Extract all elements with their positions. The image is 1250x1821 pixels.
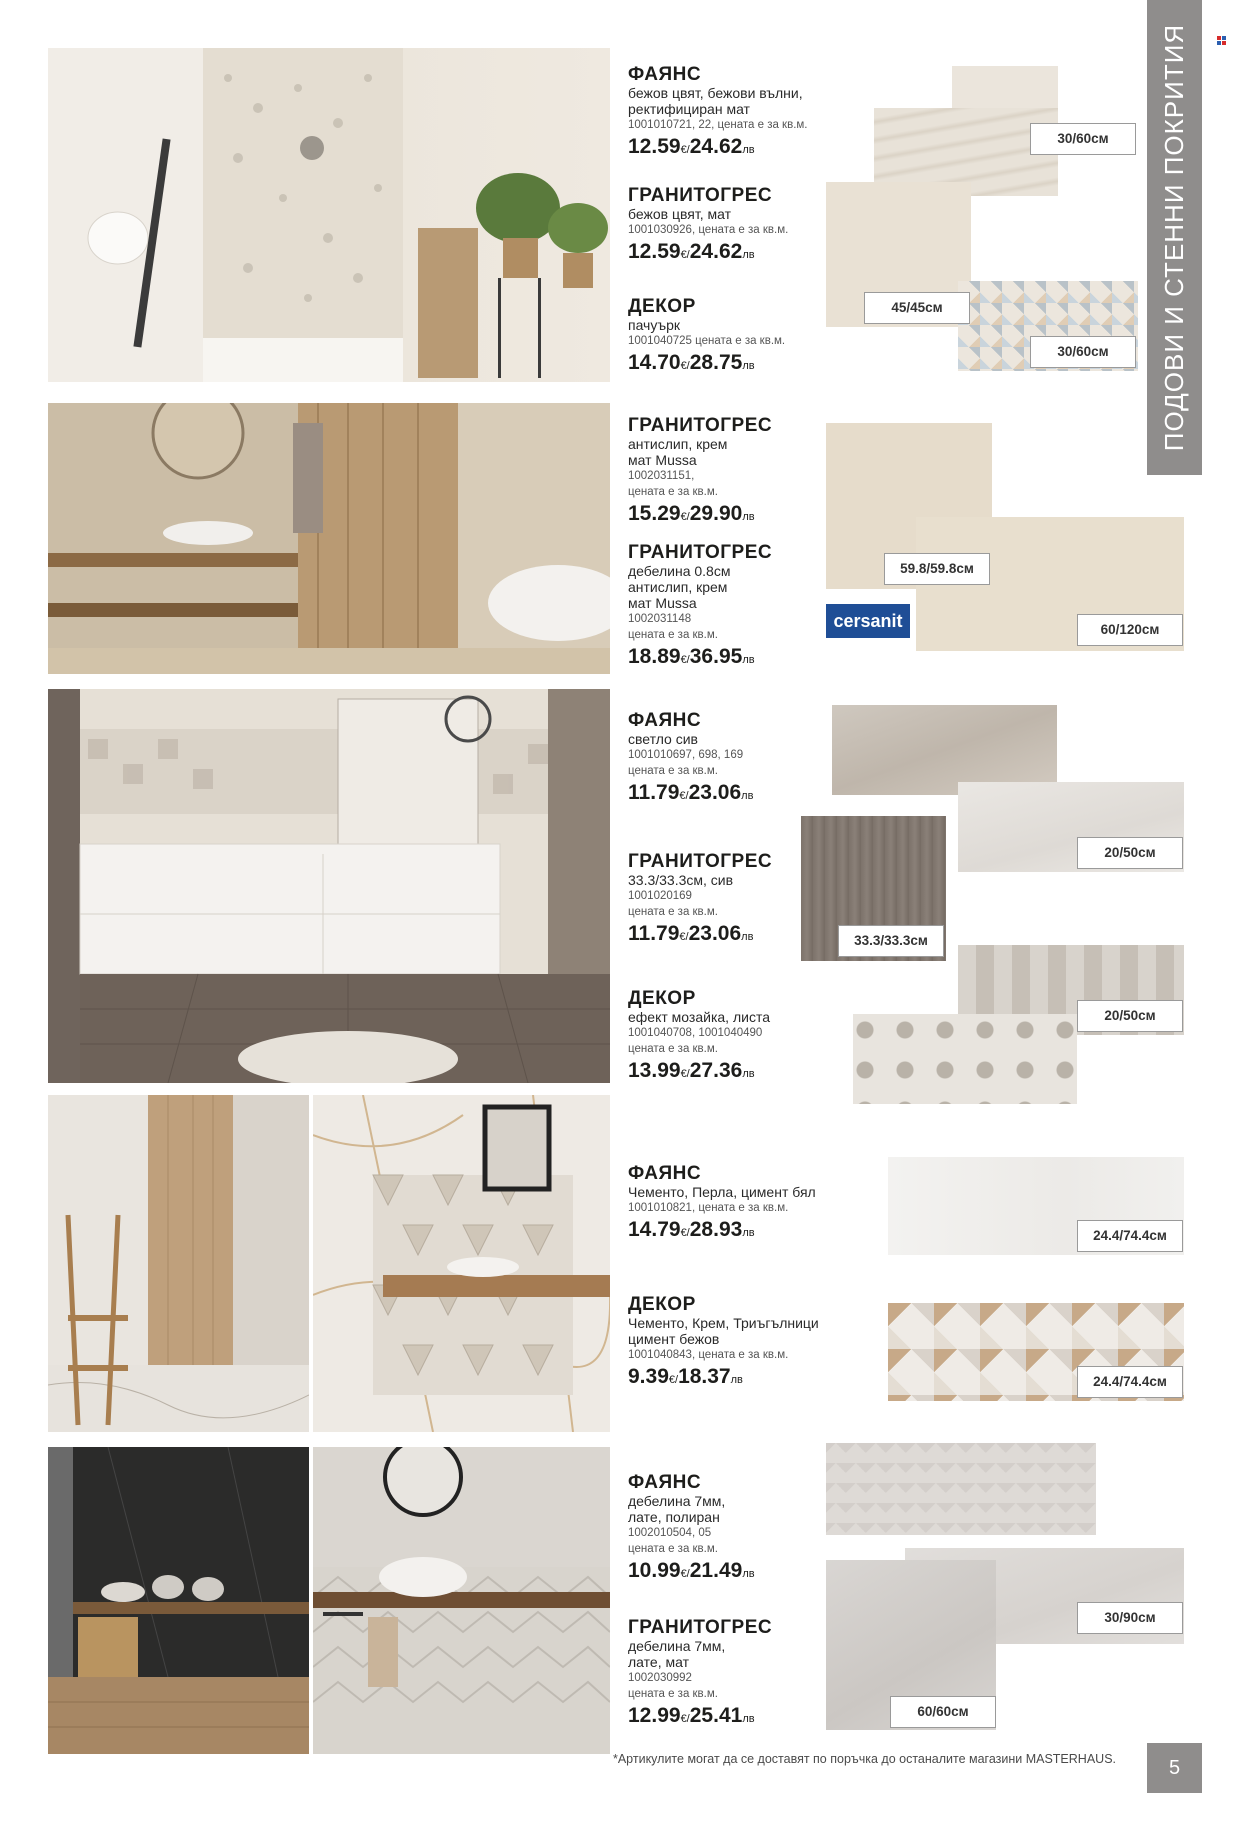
price-bgn: 23.06 (688, 781, 742, 804)
price-unit-bgn: лв (742, 511, 755, 523)
price-eur: 12.99 (628, 1704, 681, 1727)
product-code: 1002030992 (628, 1672, 692, 1684)
product-code: 1001040725 цената е за кв.м. (628, 335, 786, 347)
price-bgn: 23.06 (688, 922, 742, 945)
price-eur: 12.59 (628, 135, 681, 158)
price-eur: 14.70 (628, 351, 681, 374)
product-title: ФАЯНС (628, 710, 702, 731)
price-unit-eur: €/ (680, 1713, 690, 1725)
price-unit-bgn: лв (741, 790, 754, 802)
size-label: 60/60см (890, 1696, 996, 1728)
price-unit-eur: €/ (680, 360, 690, 372)
price-unit-eur: €/ (680, 144, 690, 156)
product-title: ГРАНИТОГРЕС (628, 851, 773, 872)
product-code: 1001040708, 1001040490 (628, 1027, 763, 1039)
product-title: ДЕКОР (628, 1294, 696, 1315)
price-unit-eur: €/ (680, 1568, 690, 1580)
size-label: 45/45см (864, 292, 970, 324)
product-code: 1002010504, 05 (628, 1527, 712, 1539)
product-price (628, 1217, 878, 1246)
product-code: 1001010821, цената е за кв.м. (628, 1202, 789, 1214)
price-unit-bgn: лв (741, 931, 754, 943)
price-unit-bgn: лв (742, 1568, 755, 1580)
product-code: 1001030926, цената е за кв.м. (628, 224, 789, 236)
size-label: 33.3/33.3см (838, 925, 944, 957)
price-bgn: 29.90 (689, 502, 743, 525)
price-bgn: 27.36 (689, 1059, 743, 1082)
room-photo-3 (48, 689, 610, 1083)
category-tab (1147, 0, 1202, 475)
price-bgn: 24.62 (689, 240, 743, 263)
price-eur: 15.29 (628, 502, 681, 525)
price-unit-eur: €/ (668, 1374, 679, 1386)
product-desc: ефект мозайка, листа (628, 1009, 770, 1025)
product-desc: ректифициран мат (628, 101, 750, 117)
product-title: ГРАНИТОГРЕС (628, 185, 773, 206)
price-eur: 18.89 (628, 645, 681, 668)
product-desc: лате, мат (628, 1654, 689, 1670)
product-title: ГРАНИТОГРЕС (628, 1617, 773, 1638)
size-label: 30/60см (1030, 123, 1136, 155)
product-code: цената е за кв.м. (628, 1543, 718, 1555)
price-unit-bgn: лв (730, 1374, 743, 1386)
cersanit-logo: cersanit (826, 604, 910, 638)
product-code: цената е за кв.м. (628, 1043, 718, 1055)
product-code: 1002031151, (628, 470, 695, 482)
product-9 (628, 1163, 878, 1246)
product-code: 1001040843, цената е за кв.м. (628, 1349, 789, 1361)
price-eur: 9.39 (628, 1365, 669, 1388)
price-unit-bgn: лв (742, 249, 755, 261)
tile-sample-leaves (853, 1014, 1077, 1104)
price-bgn: 36.95 (689, 645, 743, 668)
product-price (628, 1058, 868, 1087)
price-eur: 11.79 (628, 781, 680, 804)
room-photo-5a (48, 1447, 309, 1754)
price-unit-bgn: лв (742, 1227, 755, 1239)
size-label: 59.8/59.8см (884, 553, 990, 585)
product-desc: дебелина 7мм, (628, 1638, 726, 1654)
size-label: 20/50см (1077, 837, 1183, 869)
price-unit-eur: €/ (680, 1068, 690, 1080)
price-unit-bgn: лв (742, 654, 755, 666)
category-tab-label: ПОДОВИ И СТЕННИ ПОКРИТИЯ (1159, 23, 1189, 452)
price-eur: 11.79 (628, 922, 680, 945)
product-desc: светло сив (628, 731, 698, 747)
product-title: ГРАНИТОГРЕС (628, 542, 773, 563)
product-desc: дебелина 0.8см (628, 563, 731, 579)
product-desc: антислип, крем (628, 579, 728, 595)
product-title: ДЕКОР (628, 988, 696, 1009)
product-title: ФАЯНС (628, 1163, 702, 1184)
room-photo-4b (313, 1095, 610, 1432)
product-code: 1001010721, 22, цената е за кв.м. (628, 119, 808, 131)
size-label: 24.4/74.4см (1077, 1220, 1183, 1252)
product-code: цената е за кв.м. (628, 906, 718, 918)
product-code: 1001020169 (628, 890, 692, 902)
room-photo-1 (48, 48, 610, 382)
room-photo-5b (313, 1447, 610, 1754)
price-bgn: 25.41 (689, 1704, 743, 1727)
product-desc: бежов цвят, бежови вълни, (628, 85, 803, 101)
price-eur: 14.79 (628, 1218, 681, 1241)
price-unit-eur: €/ (679, 931, 689, 943)
tile-sample-latte-relief (826, 1443, 1096, 1535)
price-unit-eur: €/ (680, 249, 690, 261)
product-desc: лате, полиран (628, 1509, 720, 1525)
product-desc: 33.3/33.3см, сив (628, 872, 734, 888)
price-eur: 12.59 (628, 240, 681, 263)
price-unit-eur: €/ (680, 1227, 690, 1239)
size-label: 30/90см (1077, 1602, 1183, 1634)
product-title: ГРАНИТОГРЕС (628, 415, 773, 436)
product-code: цената е за кв.м. (628, 1688, 718, 1700)
product-desc: Чементо, Перла, цимент бял (628, 1184, 816, 1200)
product-code: 1002031148 (628, 613, 692, 625)
price-unit-bgn: лв (742, 1713, 755, 1725)
product-desc: цимент бежов (628, 1331, 720, 1347)
product-desc: дебелина 7мм, (628, 1493, 726, 1509)
product-price (628, 134, 868, 163)
price-bgn: 28.75 (689, 351, 743, 374)
room-photo-4a (48, 1095, 309, 1432)
product-code: 1001010697, 698, 169 (628, 749, 744, 761)
size-label: 30/60см (1030, 336, 1136, 368)
price-unit-eur: €/ (680, 511, 690, 523)
product-price (628, 644, 868, 673)
product-desc: пачуърк (628, 317, 681, 333)
product-1 (628, 64, 868, 163)
size-label: 60/120см (1077, 614, 1183, 646)
product-8 (628, 988, 868, 1087)
product-code: цената е за кв.м. (628, 486, 718, 498)
room-photo-2 (48, 403, 610, 674)
footnote: *Артикулите могат да се доставят по поръчка до останалите магазини MASTERHAUS. (612, 1752, 1116, 1766)
price-bgn: 24.62 (689, 135, 743, 158)
product-desc: антислип, крем (628, 436, 728, 452)
price-unit-bgn: лв (742, 360, 755, 372)
product-desc: мат Mussa (628, 452, 697, 468)
product-title: ДЕКОР (628, 296, 696, 317)
product-desc: Чементо, Крем, Триъгълници (628, 1315, 819, 1331)
product-code: цената е за кв.м. (628, 765, 718, 777)
size-label: 20/50см (1077, 1000, 1183, 1032)
price-eur: 13.99 (628, 1059, 681, 1082)
price-unit-bgn: лв (742, 144, 755, 156)
size-label: 24.4/74.4см (1077, 1366, 1183, 1398)
price-bgn: 21.49 (689, 1559, 743, 1582)
product-code: цената е за кв.м. (628, 629, 718, 641)
product-desc: бежов цвят, мат (628, 206, 732, 222)
brand-dot-icon (1217, 36, 1226, 45)
product-price (628, 1364, 878, 1393)
product-10 (628, 1294, 878, 1393)
price-eur: 10.99 (628, 1559, 681, 1582)
price-unit-eur: €/ (679, 790, 689, 802)
price-unit-eur: €/ (680, 654, 690, 666)
product-price (628, 350, 868, 379)
price-bgn: 28.93 (689, 1218, 743, 1241)
product-desc: мат Mussa (628, 595, 697, 611)
page-number: 5 (1147, 1743, 1202, 1793)
price-unit-bgn: лв (742, 1068, 755, 1080)
product-title: ФАЯНС (628, 1472, 702, 1493)
product-title: ФАЯНС (628, 64, 702, 85)
price-bgn: 18.37 (678, 1365, 731, 1388)
